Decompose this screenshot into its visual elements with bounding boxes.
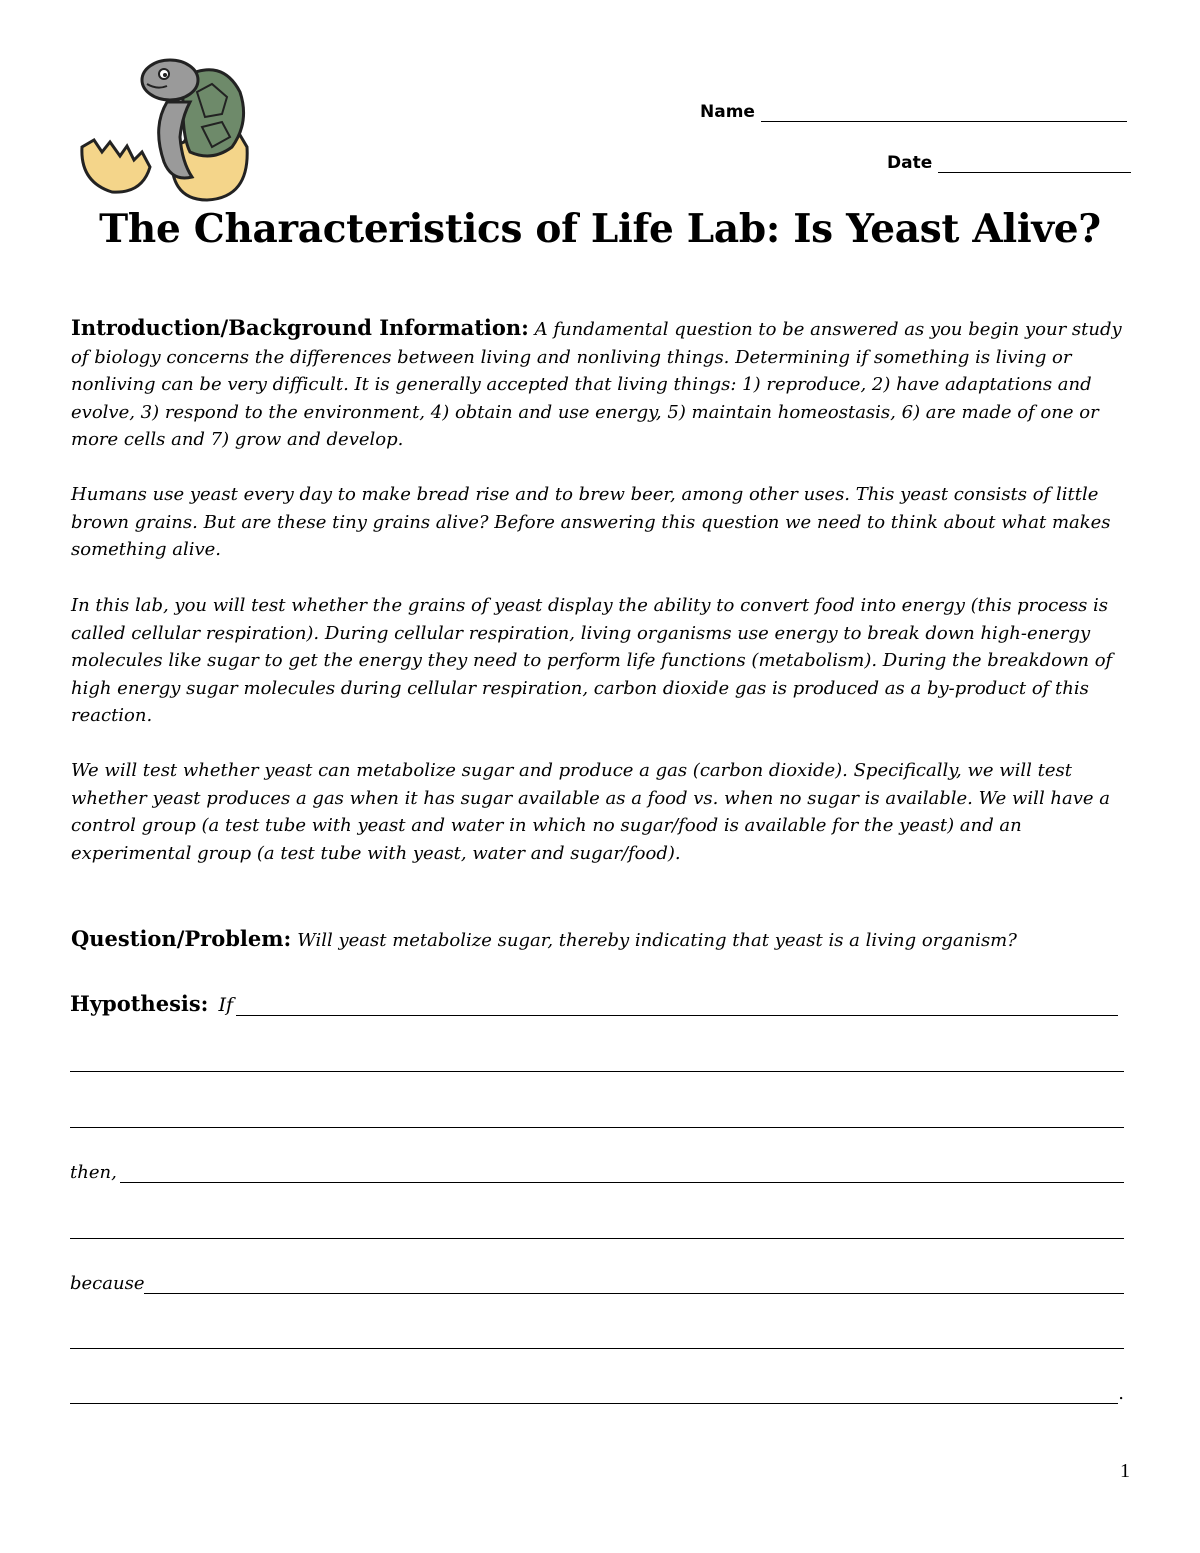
then-word: then, [70,1162,117,1183]
hypothesis-line-2[interactable] [70,1046,1124,1072]
question-section [71,926,1131,951]
name-field[interactable] [700,102,1127,122]
hypothesis-if-line[interactable] [70,986,1124,1016]
date-input-line[interactable] [938,154,1131,173]
hypothesis-then-line[interactable] [70,1157,1124,1183]
date-label: Date [887,153,933,173]
hypothesis-because-line[interactable] [70,1268,1124,1294]
intro-paragraph-4: We will test whether yeast can metabolize sugar and produce a gas (carbon dioxide). Specifically, we will test whether yeast produces a gas when it has sugar available as a food vs. when no sugar is available. We will have a control group (a test tube with yeast and water in which no sugar/food is available for the yeast) and an experimental group (a test tube with yeast, water and sugar/food). [71,760,1111,864]
write-line[interactable] [144,1279,1124,1294]
because-word: because [70,1273,145,1294]
page-number: 1 [1120,1460,1130,1482]
turtle-hatching-icon [72,52,252,202]
name-label: Name [700,102,755,122]
hypothesis-line-5[interactable] [70,1213,1124,1239]
hypothesis-line-7[interactable] [70,1323,1124,1349]
intro-paragraph-1 [71,314,1129,454]
write-line[interactable] [70,1224,1124,1239]
write-line[interactable] [120,1168,1124,1183]
intro-paragraph-2: Humans use yeast every day to make bread rise and to brew beer, among other uses. This yeast consists of little brown grains. But are these tiny grains alive? Before answering this question we need to think about what makes something alive. [71,484,1111,561]
intro-paragraph-3: In this lab, you will test whether the grains of yeast display the ability to convert food into energy (this process is called cellular respiration). During cellular respiration, living organisms use energy to break down high-energy molecules like sugar to get the energy they need to perform life functions (metabolism). During the breakdown of high energy sugar molecules during cellular respiration, carbon dioxide gas is produced as a by-product of this reaction. [71,595,1113,727]
if-word: If [218,994,233,1016]
write-line[interactable] [70,1113,1124,1128]
write-line[interactable] [70,1389,1118,1404]
hypothesis-line-3[interactable] [70,1102,1124,1128]
intro-text-1: A fundamental question to be answered as you begin your study of biology concerns the differences between living and nonliving things. Determining if something is living or nonliving can be very difficult. It is generally accepted that living things: 1) reproduce, 2) have adaptations and evolve, 3) respond to the environment, 4) obtain and use energy, 5) maintain homeostasis, 6) are made of one or more cells and 7) grow and develop. [71,319,1122,451]
page-title: The Characteristics of Life Lab: Is Yeast Alive? [99,206,1101,252]
hypothesis-line-8[interactable] [70,1378,1124,1404]
question-label: Question/Problem: [71,926,292,951]
intro-label: Introduction/Background Information: [71,315,529,340]
write-line[interactable] [70,1334,1124,1349]
end-period: . [1118,1383,1124,1404]
write-line[interactable] [70,1057,1124,1072]
hypothesis-label: Hypothesis: [70,991,209,1016]
write-line[interactable] [236,1001,1118,1016]
question-text: Will yeast metabolize sugar, thereby indicating that yeast is a living organism? [297,930,1017,951]
name-input-line[interactable] [761,103,1127,122]
date-field[interactable] [887,153,1131,173]
